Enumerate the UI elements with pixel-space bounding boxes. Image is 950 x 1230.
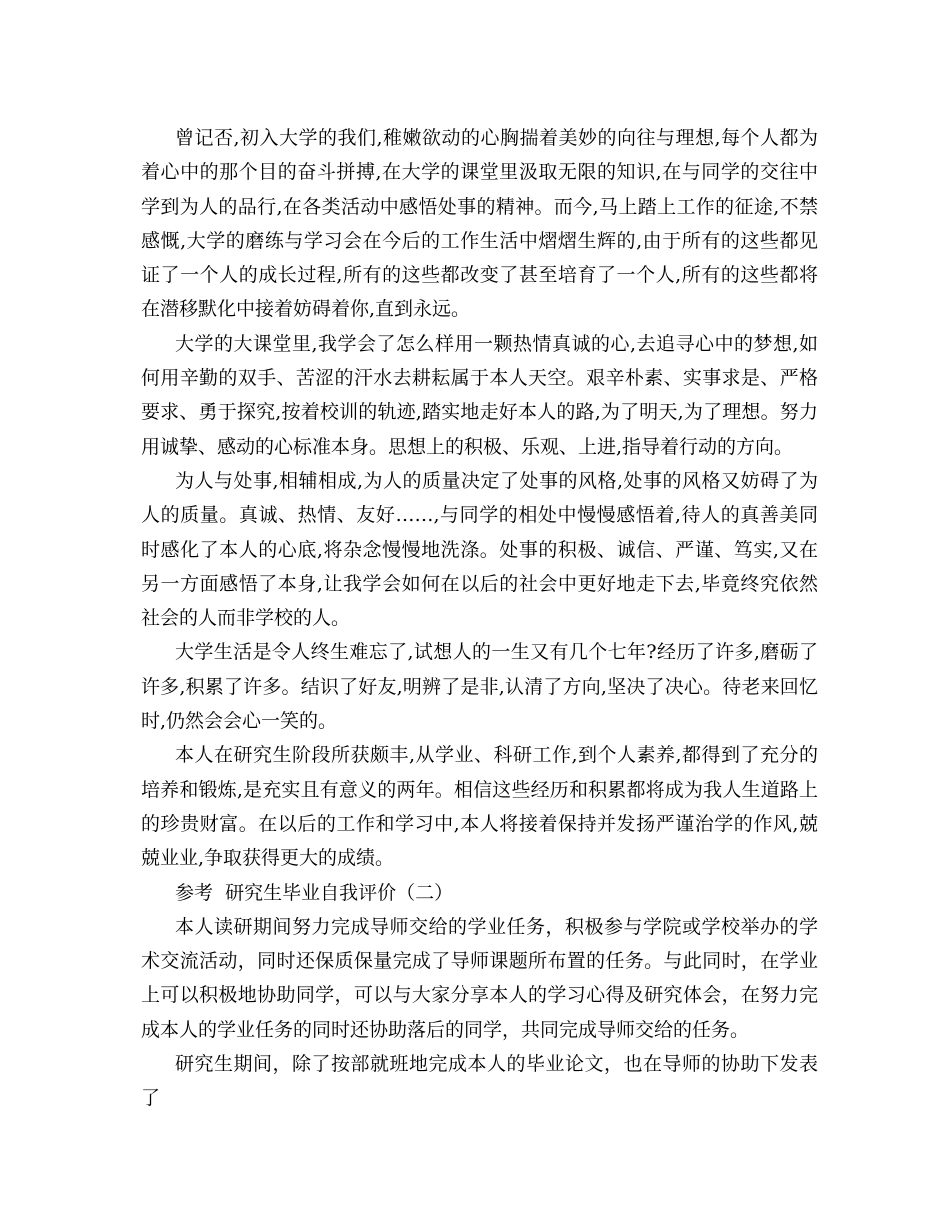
paragraph-6: 本人读研期间努力完成导师交给的学业任务，积极参与学院或学校举办的学术交流活动，同时还保质保量完成了导师课题所布置的任务。与此同时，在学业上可以积极地协助同学，可以与大家分享本人的学习心得及研究体会，在努力完成本人的学业任务的同时还协助落后的同学，共同完成导师交给的任务。 <box>141 915 818 1041</box>
paragraph-2: 大学的大课堂里,我学会了怎么样用一颗热情真诚的心,去追寻心中的梦想,如何用辛勤的双手、苦涩的汗水去耕耘属于本人天空。艰辛朴素、实事求是、严格要求、勇于探究,按着校训的轨迹,踏实地走好本人的路,为了明天,为了理想。努力用诚挚、感动的心标准本身。思想上的积极、乐观、上进,指导着行动的方向。 <box>141 332 818 458</box>
paragraph-3: 为人与处事,相辅相成,为人的质量决定了处事的风格,处事的风格又妨碍了为人的质量。真诚、热情、友好……,与同学的相处中慢慢感悟着,待人的真善美同时感化了本人的心底,将杂念慢慢地洗涤。处事的积极、诚信、严谨、笃实,又在另一方面感悟了本身,让我学会如何在以后的社会中更好地走下去,毕竟终究依然社会的人而非学校的人。 <box>141 469 818 630</box>
paragraph-5: 本人在研究生阶段所获颇丰,从学业、科研工作,到个人素养,都得到了充分的培养和锻炼,是充实且有意义的两年。相信这些经历和积累都将成为我人生道路上的珍贵财富。在以后的工作和学习中,本人将接着保持并发扬严谨治学的作风,兢兢业业,争取获得更大的成绩。 <box>141 744 818 870</box>
paragraph-4: 大学生活是令人终生难忘了,试想人的一生又有几个七年?经历了许多,磨砺了许多,积累了许多。结识了好友,明辨了是非,认清了方向,坚决了决心。待老来回忆时,仍然会会心一笑的。 <box>141 641 818 733</box>
section-heading: 参考 研究生毕业自我评价（二） <box>175 881 454 904</box>
paragraph-7: 研究生期间，除了按部就班地完成本人的毕业论文，也在导师的协助下发表了 <box>141 1053 818 1110</box>
paragraph-1: 曾记否,初入大学的我们,稚嫩欲动的心胸揣着美妙的向往与理想,每个人都为着心中的那个目的奋斗拼搏,在大学的课堂里汲取无限的知识,在与同学的交往中学到为人的品行,在各类活动中感悟处事的精神。而今,马上踏上工作的征途,不禁感慨,大学的磨练与学习会在今后的工作生活中熠熠生辉的,由于所有的这些都见证了一个人的成长过程,所有的这些都改变了甚至培育了一个人,所有的这些都将在潜移默化中接着妨碍着你,直到永远。 <box>141 127 818 321</box>
